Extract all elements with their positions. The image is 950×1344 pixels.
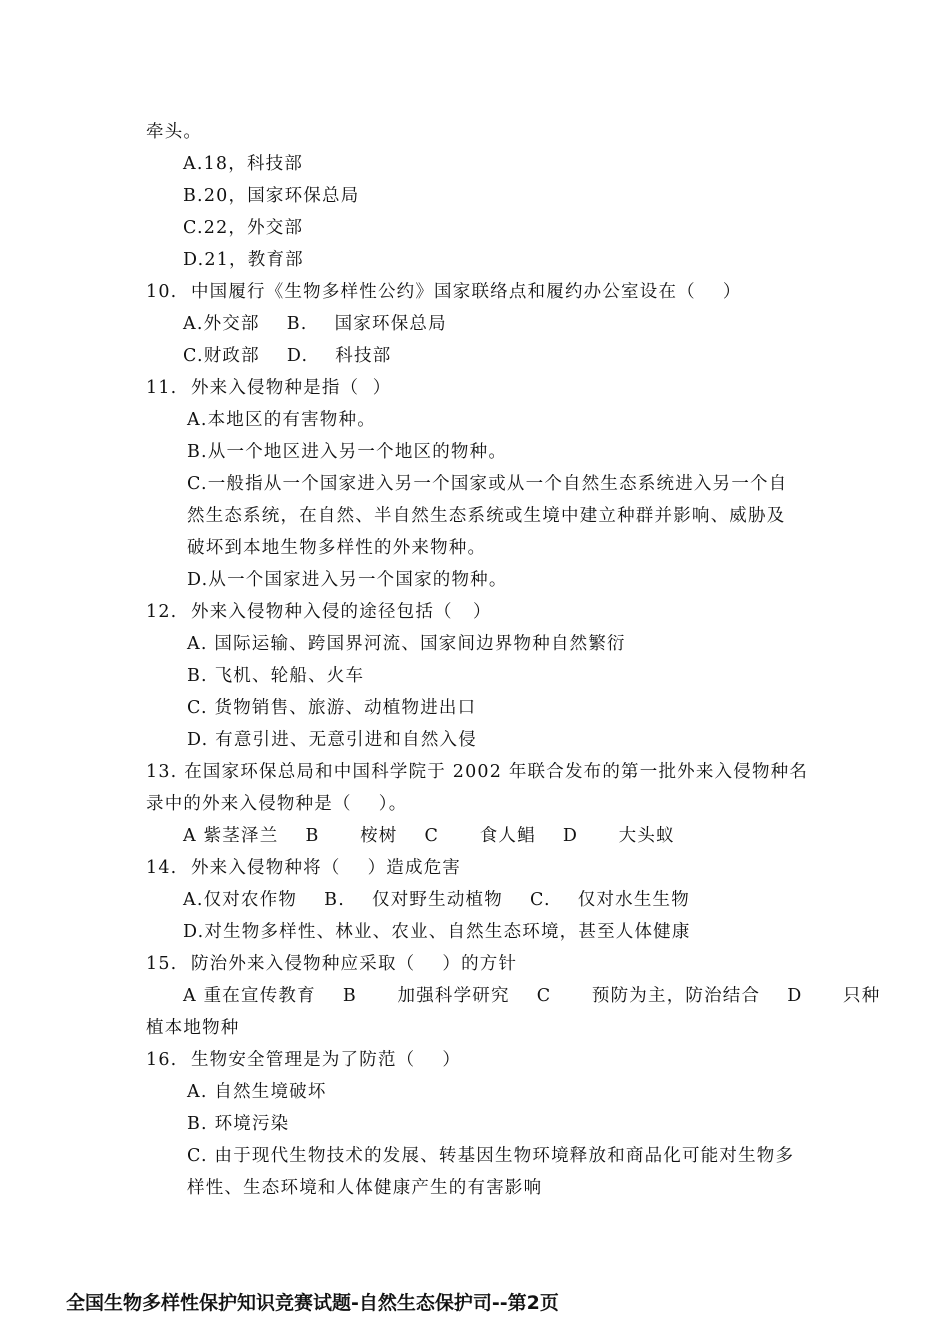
- option-c-continued: 破坏到本地生物多样性的外来物种。: [187, 538, 487, 558]
- page-footer: 全国生物多样性保护知识竞赛试题-自然生态保护司--第2页: [66, 1292, 559, 1314]
- question-13: 13. 在国家环保总局和中国科学院于 2002 年联合发布的第一批外来入侵物种名: [146, 762, 809, 782]
- option-a: A. 国际运输、跨国界河流、国家间边界物种自然繁衍: [187, 634, 626, 654]
- question-14: 14. 外来入侵物种将（ ）造成危害: [146, 858, 462, 878]
- option-d: D.对生物多样性、林业、农业、自然生态环境，甚至人体健康: [183, 922, 691, 942]
- options-abc: A.仅对农作物 B. 仅对野生动植物 C. 仅对水生生物: [183, 890, 690, 910]
- question-16: 16. 生物安全管理是为了防范（ ）: [146, 1050, 462, 1070]
- option-b: B. 飞机、轮船、火车: [187, 666, 365, 686]
- option-a: A.本地区的有害物种。: [187, 410, 376, 430]
- option-a: A.18，科技部: [183, 154, 304, 174]
- option-c-continued: 样性、生态环境和人体健康产生的有害影响: [187, 1178, 543, 1198]
- option-c: C. 货物销售、旅游、动植物进出口: [187, 698, 477, 718]
- question-15: 15. 防治外来入侵物种应采取（ ）的方针: [146, 954, 518, 974]
- option-d: D.从一个国家进入另一个国家的物种。: [187, 570, 508, 590]
- option-b: B. 环境污染: [187, 1114, 290, 1134]
- question-13-continued: 录中的外来入侵物种是（ ）。: [146, 794, 408, 814]
- option-a: A. 自然生境破坏: [187, 1082, 327, 1102]
- question-12: 12. 外来入侵物种入侵的途径包括（ ）: [146, 602, 492, 622]
- question-10: 10. 中国履行《生物多样性公约》国家联络点和履约办公室设在（ ）: [146, 282, 742, 302]
- option-c-continued: 然生态系统，在自然、半自然生态系统或生境中建立种群并影响、威胁及: [187, 506, 786, 526]
- option-d: D.21，教育部: [183, 250, 304, 270]
- text-line: 牵头。: [146, 122, 203, 142]
- options-abcd: A 重在宣传教育 B 加强科学研究 C 预防为主，防治结合 D 只种: [183, 986, 881, 1006]
- option-d: D. 有意引进、无意引进和自然入侵: [187, 730, 477, 750]
- options-ab: A.外交部 B. 国家环保总局: [183, 314, 447, 334]
- option-c: C. 由于现代生物技术的发展、转基因生物环境释放和商品化可能对生物多: [187, 1146, 795, 1166]
- question-11: 11. 外来入侵物种是指（ ）: [146, 378, 392, 398]
- options-cd: C.财政部 D. 科技部: [183, 346, 392, 366]
- option-c: C.22，外交部: [183, 218, 304, 238]
- option-b: B.20，国家环保总局: [183, 186, 360, 206]
- option-b: B.从一个地区进入另一个地区的物种。: [187, 442, 508, 462]
- options-abcd: A 紫茎泽兰 B 桉树 C 食人鲳 D 大头蚁: [183, 826, 675, 846]
- options-continued: 植本地物种: [146, 1018, 240, 1038]
- option-c: C.一般指从一个国家进入另一个国家或从一个自然生态系统进入另一个自: [187, 474, 788, 494]
